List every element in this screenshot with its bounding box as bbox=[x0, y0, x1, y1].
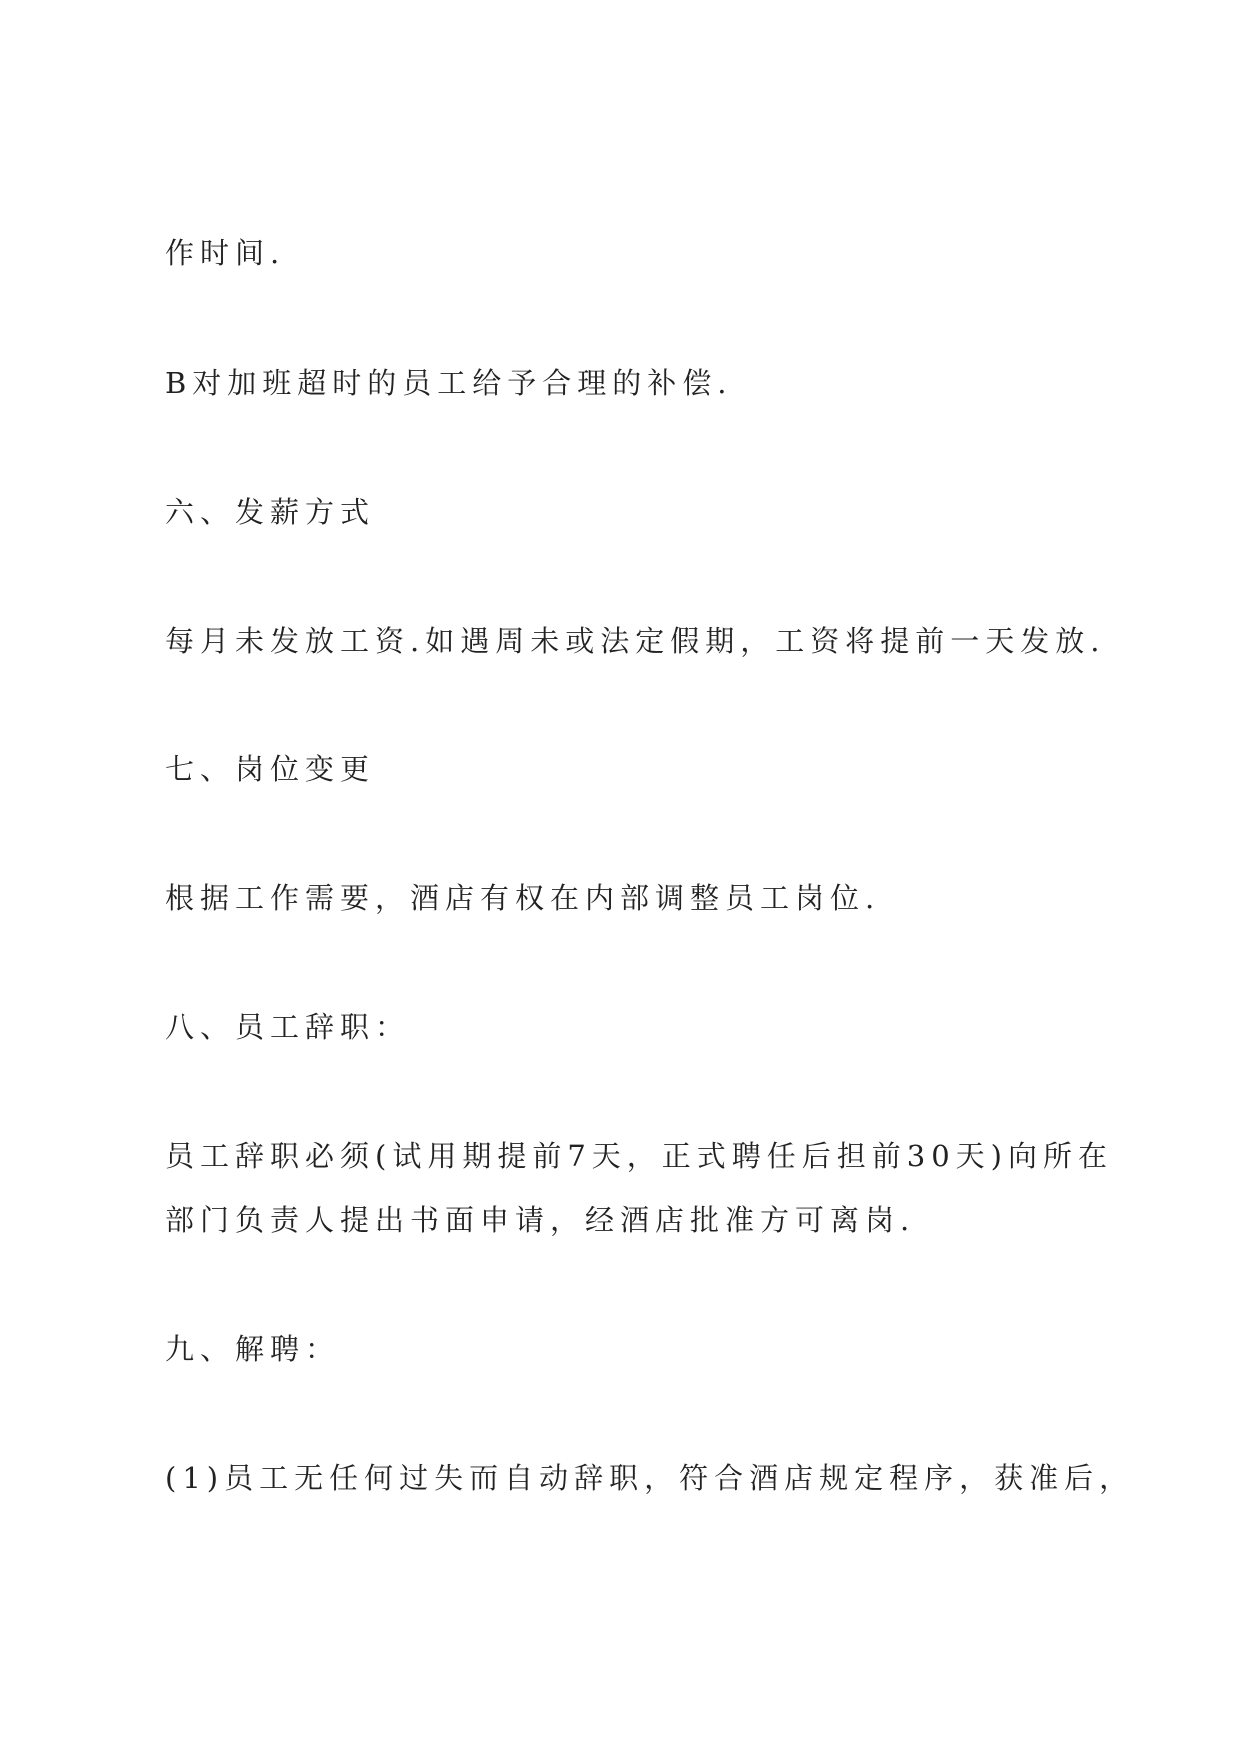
paragraph-payment-method: 每月未发放工资.如遇周未或法定假期，工资将提前一天发放. bbox=[165, 624, 1106, 658]
paragraph-work-time-end: 作时间. bbox=[165, 236, 286, 270]
paragraph-position-change: 根据工作需要，酒店有权在内部调整员工岗位. bbox=[165, 881, 881, 915]
section-heading-position-change: 七、岗位变更 bbox=[165, 752, 376, 786]
section-heading-payment: 六、发薪方式 bbox=[165, 495, 376, 529]
section-heading-resignation: 八、员工辞职： bbox=[165, 1010, 411, 1044]
paragraph-dismissal-item1: (1)员工无任何过失而自动辞职，符合酒店规定程序，获准后， bbox=[165, 1461, 1135, 1495]
paragraph-overtime-compensation: B对加班超时的员工给予合理的补偿. bbox=[165, 366, 733, 400]
paragraph-resignation-line2: 部门负责人提出书面申请，经酒店批准方可离岗. bbox=[165, 1203, 916, 1237]
paragraph-resignation-line1: 员工辞职必须(试用期提前7天，正式聘任后担前30天)向所在 bbox=[165, 1139, 1113, 1173]
section-heading-dismissal: 九、解聘： bbox=[165, 1332, 341, 1366]
